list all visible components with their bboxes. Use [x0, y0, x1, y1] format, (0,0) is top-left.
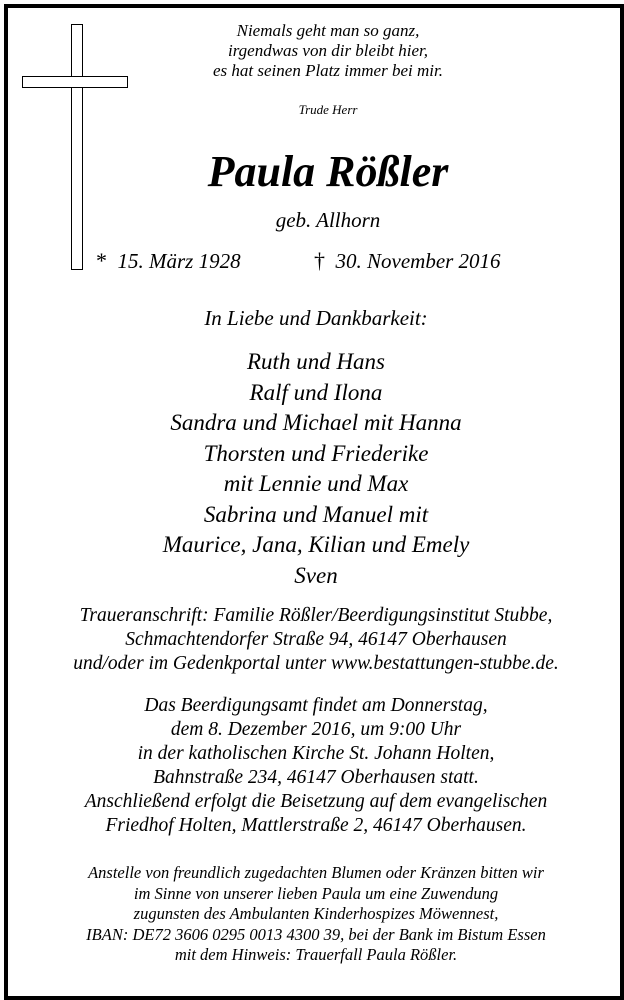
funeral-service-info — [8, 694, 624, 838]
service-line: dem 8. Dezember 2016, um 9:00 Uhr — [170, 719, 462, 740]
service-line: Bahnstraße 234, 46147 Oberhausen statt. — [153, 767, 479, 788]
mourner-line: Ralf und Ilona — [249, 379, 383, 405]
address-line: Traueranschrift: Familie Rößler/Beerdigungsinstitut Stubbe, — [79, 605, 553, 626]
mourner-line: Thorsten und Friederike — [203, 440, 429, 466]
mourner-line: Maurice, Jana, Kilian und Emely — [162, 532, 470, 557]
donation-line: im Sinne von unserer lieben Paula um eine Zuwendung — [133, 883, 499, 903]
birth-date-group — [96, 248, 241, 274]
address-line: und/oder im Gedenkportal unter www.bestattungen-stubbe.de. — [73, 653, 559, 674]
death-cross-icon: † — [314, 248, 325, 273]
mourning-address — [8, 604, 624, 676]
mourner-line: Ruth und Hans — [247, 349, 385, 374]
death-date: 30. November 2016 — [335, 249, 501, 273]
mourner-line: Sabrina und Manuel mit — [203, 501, 429, 527]
service-line: in der katholischen Kirche St. Johann Holten, — [137, 743, 495, 764]
mourners-intro: In Liebe und Dankbarkeit: — [204, 306, 428, 330]
mourner-line: Sandra und Michael mit Hanna — [170, 410, 462, 435]
mourners-list — [8, 347, 624, 591]
service-line: Anschließend erfolgt die Beisetzung auf dem evangelischen — [84, 791, 548, 812]
service-line: Friedhof Holten, Mattlerstraße 2, 46147 Oberhausen. — [105, 815, 527, 836]
donation-line: zugunsten des Ambulanten Kinderhospizes Möwennest, — [133, 904, 499, 923]
donation-line: mit dem Hinweis: Trauerfall Paula Rößler. — [174, 945, 458, 964]
donation-request — [8, 863, 624, 966]
address-line: Schmachtendorfer Straße 94, 46147 Oberhausen — [125, 629, 507, 650]
mourner-line: Sven — [294, 562, 338, 588]
birth-star-icon: * — [96, 248, 107, 273]
deceased-name: Paula Rößler — [207, 147, 449, 196]
poem — [48, 21, 608, 81]
donation-line: IBAN: DE72 3606 0295 0013 4300 39, bei der Bank im Bistum Essen — [86, 924, 546, 944]
service-line: Das Beerdigungsamt findet am Donnerstag, — [144, 695, 488, 716]
birth-date: 15. März 1928 — [117, 249, 241, 273]
poem-line: es hat seinen Platz immer bei mir. — [213, 61, 443, 80]
death-date-group — [314, 248, 501, 274]
mourner-line: mit Lennie und Max — [223, 471, 409, 496]
donation-line: Anstelle von freundlich zugedachten Blumen oder Kränzen bitten wir — [88, 863, 544, 882]
poem-line: Niemals geht man so ganz, — [236, 21, 420, 40]
birth-name: geb. Allhorn — [275, 208, 381, 232]
obituary-notice — [4, 4, 624, 1000]
poem-author: Trude Herr — [298, 102, 358, 117]
poem-line: irgendwas von dir bleibt hier, — [227, 41, 429, 60]
